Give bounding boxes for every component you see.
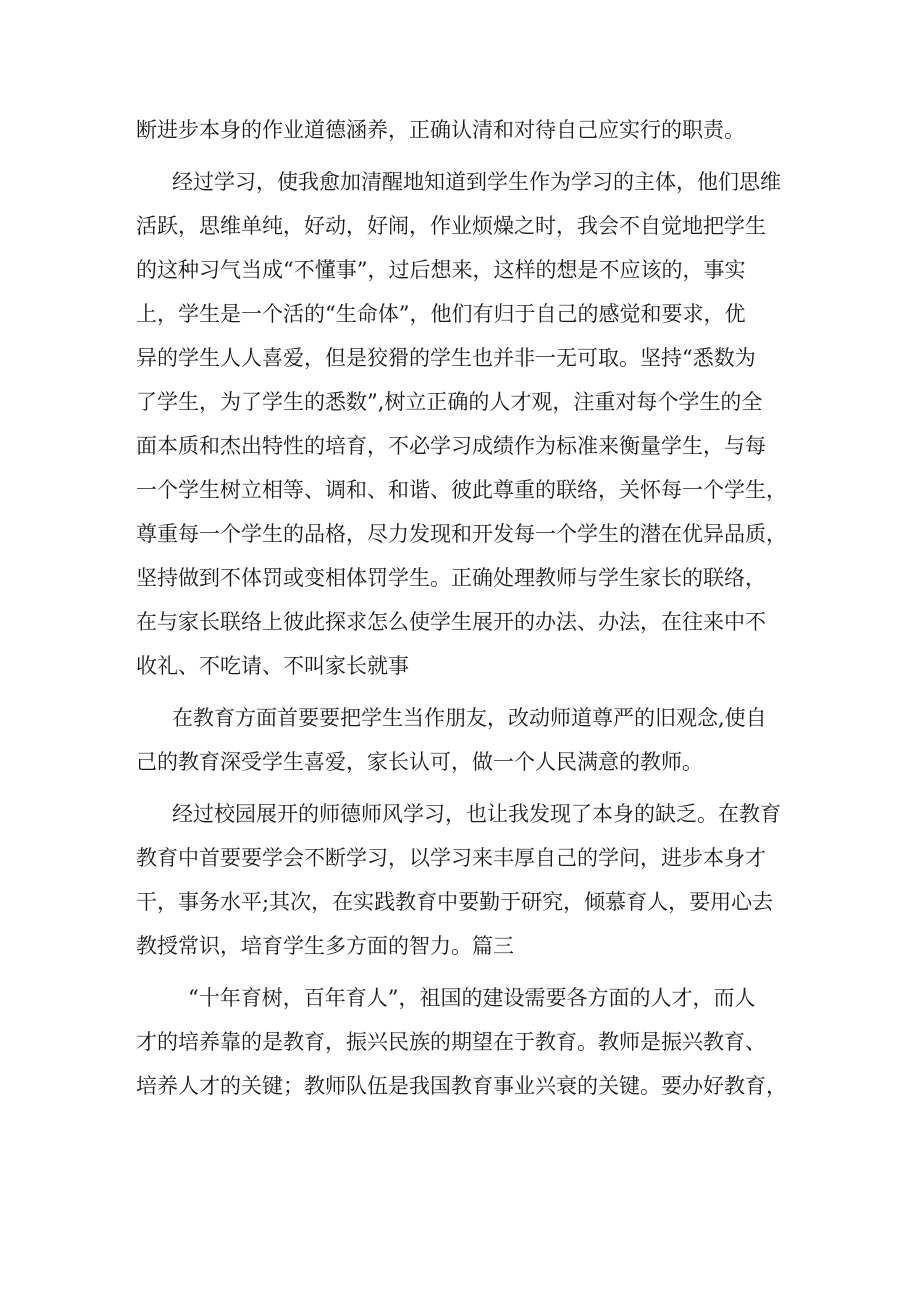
text-line: 收礼、不吃请、不叫家长就事 bbox=[136, 654, 409, 678]
paragraph-1 bbox=[136, 108, 796, 152]
paragraph-2 bbox=[136, 160, 796, 688]
text-line: 上，学生是一个活的“生命体”，他们有归于自己的感觉和要求，优 bbox=[136, 302, 746, 326]
text-line: 面本质和杰出特性的培育，不必学习成绩作为标准来衡量学生，与每 bbox=[136, 434, 766, 458]
text-line: 异的学生人人喜爱，但是狡猾的学生也并非一无可取。坚持“悉数为 bbox=[136, 346, 756, 370]
text-line: 断进步本身的作业道德涵养，正确认清和对待自己应实行的职责。 bbox=[136, 118, 745, 142]
text-line: 活跃，思维单纯，好动，好闹，作业烦燥之时，我会不自觉地把学生 bbox=[136, 214, 766, 238]
paragraph-4 bbox=[136, 792, 796, 968]
text-line: 教育中首要要学会不断学习，以学习来丰厚自己的学问，进步本身才 bbox=[136, 846, 766, 870]
text-line: 一个学生树立相等、调和、和谐、彼此尊重的联络，关怀每一个学生， bbox=[136, 478, 787, 502]
text-line: 教授常识，培育学生多方面的智力。篇三 bbox=[136, 934, 514, 958]
text-line: 在与家长联络上彼此探求怎么使学生展开的办法、办法，在往来中不 bbox=[136, 610, 766, 634]
text-line: 坚持做到不体罚或变相体罚学生。正确处理教师与学生家长的联络， bbox=[136, 566, 766, 590]
text-line: 才的培养靠的是教育，振兴民族的期望在于教育。教师是振兴教育、 bbox=[136, 1030, 766, 1054]
text-line: 经过校园展开的师德师风学习，也让我发现了本身的缺乏。在教育 bbox=[172, 802, 781, 826]
text-line: “十年育树，百年育人”，祖国的建设需要各方面的人才，而人 bbox=[188, 986, 756, 1010]
text-line: 培养人才的关键；教师队伍是我国教育事业兴衰的关键。要办好教育， bbox=[136, 1074, 787, 1098]
text-line: 的这种习气当成“不懂事”，过后想来，这样的想是不应该的，事实 bbox=[136, 258, 746, 282]
paragraph-3 bbox=[136, 696, 796, 784]
text-line: 经过学习，使我愈加清醒地知道到学生作为学习的主体，他们思维 bbox=[172, 170, 781, 194]
text-line: 在教育方面首要要把学生当作朋友，改动师道尊严的旧观念,使自 bbox=[172, 706, 767, 730]
document-body bbox=[136, 108, 796, 1116]
paragraph-5 bbox=[136, 976, 796, 1108]
text-line: 干，事务水平;其次，在实践教育中要勤于研究，倾慕育人，要用心去 bbox=[136, 890, 774, 914]
text-line: 己的教育深受学生喜爱，家长认可，做一个人民满意的教师。 bbox=[136, 750, 703, 774]
text-line: 了学生，为了学生的悉数”,树立正确的人才观，注重对每个学生的全 bbox=[136, 390, 763, 414]
text-line: 尊重每一个学生的品格，尽力发现和开发每一个学生的潜在优异品质， bbox=[136, 522, 787, 546]
